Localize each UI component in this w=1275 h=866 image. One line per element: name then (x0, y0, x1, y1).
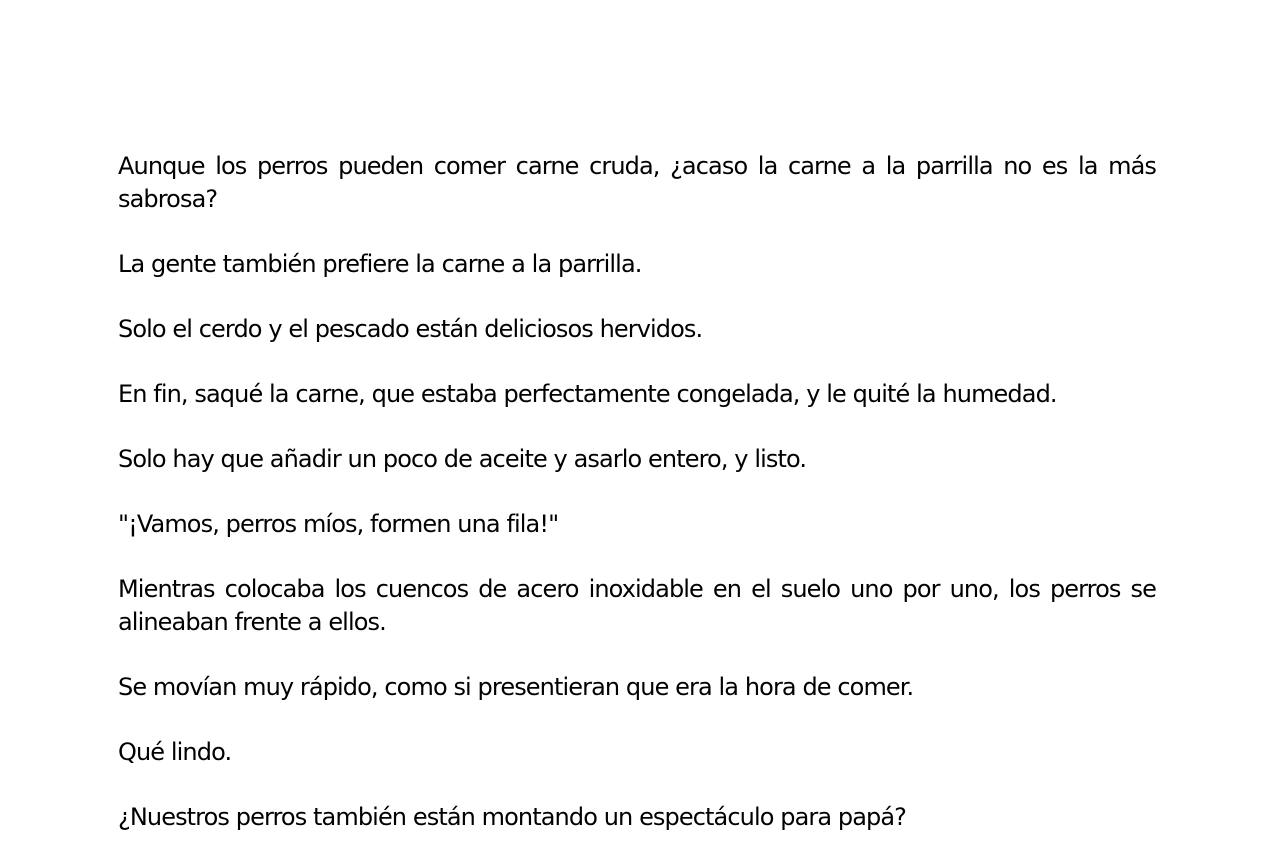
paragraph: Solo el cerdo y el pescado están deliciosos hervidos. (118, 315, 703, 343)
paragraph: La gente también prefiere la carne a la parrilla. (118, 250, 642, 278)
paragraph: En fin, saqué la carne, que estaba perfectamente congelada, y le quité la humedad. (118, 380, 1057, 408)
paragraph: Aunque los perros pueden comer carne cruda, ¿acaso la carne a la parrilla no es la más sabrosa? (118, 152, 1156, 213)
paragraph: "¡Vamos, perros míos, formen una fila!" (118, 510, 559, 538)
paragraph: Mientras colocaba los cuencos de acero inoxidable en el suelo uno por uno, los perros se alineaban frente a ellos. (118, 575, 1156, 636)
paragraph: Solo hay que añadir un poco de aceite y asarlo entero, y listo. (118, 445, 807, 473)
paragraph: Se movían muy rápido, como si presentieran que era la hora de comer. (118, 673, 914, 701)
paragraph: Qué lindo. (118, 738, 232, 766)
paragraph: ¿Nuestros perros también están montando un espectáculo para papá? (118, 803, 907, 831)
document-body (118, 150, 1156, 866)
